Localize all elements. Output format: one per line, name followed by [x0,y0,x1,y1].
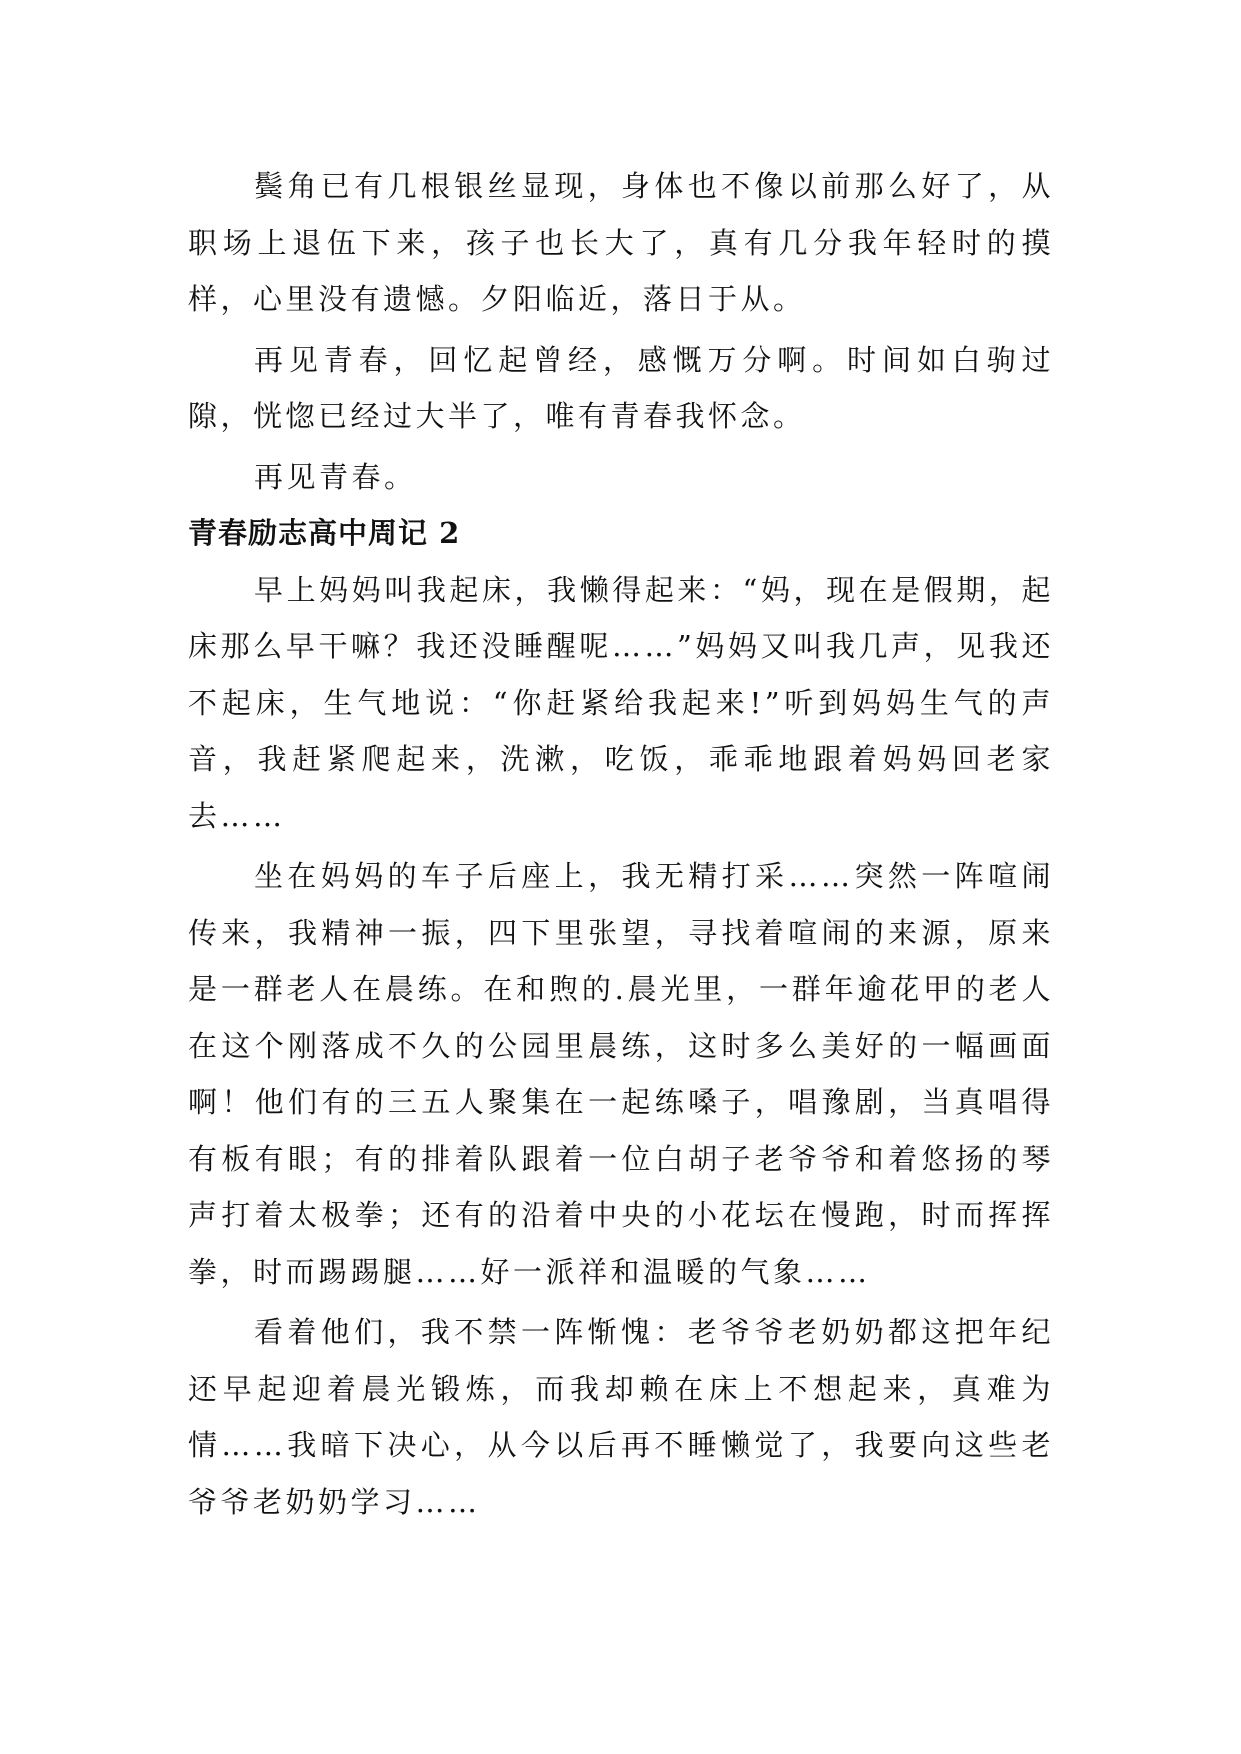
paragraph: 坐在妈妈的车子后座上，我无精打采……突然一阵喧闹传来，我精神一振，四下里张望，寻找着喧闹的来源，原来是一群老人在晨练。在和煦的.晨光里，一群年逾花甲的老人在这个刚落成不久的公园里晨练，这时多么美好的一幅画面啊！他们有的三五人聚集在一起练嗓子，唱豫剧，当真唱得有板有眼；有的排着队跟着一位白胡子老爷爷和着悠扬的琴声打着太极拳；还有的沿着中央的小花坛在慢跑，时而挥挥拳，时而踢踢腿……好一派祥和温暖的气象…… [188,859,1054,1289]
paragraph: 鬓角已有几根银丝显现，身体也不像以前那么好了，从职场上退伍下来，孩子也长大了，真有几分我年轻时的摸样，心里没有遗憾。夕阳临近，落日于从。 [188,169,1054,316]
document-body [188,158,1054,1530]
paragraph: 早上妈妈叫我起床，我懒得起来：“妈，现在是假期，起床那么早干嘛？我还没睡醒呢……”妈妈又叫我几声，见我还不起床，生气地说：“你赶紧给我起来!”听到妈妈生气的声音，我赶紧爬起来，洗漱，吃饭，乖乖地跟着妈妈回老家去…… [188,572,1054,833]
section-heading: 青春励志高中周记 2 [188,516,461,550]
paragraph: 再见青春，回忆起曾经，感慨万分啊。时间如白驹过隙，恍惚已经过大半了，唯有青春我怀念。 [188,342,1054,433]
paragraph: 再见青春。 [254,459,417,494]
paragraph: 看着他们，我不禁一阵惭愧：老爷爷老奶奶都这把年纪还早起迎着晨光锻炼，而我却赖在床上不想起来，真难为情……我暗下决心，从今以后再不睡懒觉了，我要向这些老爷爷老奶奶学习…… [188,1315,1054,1519]
